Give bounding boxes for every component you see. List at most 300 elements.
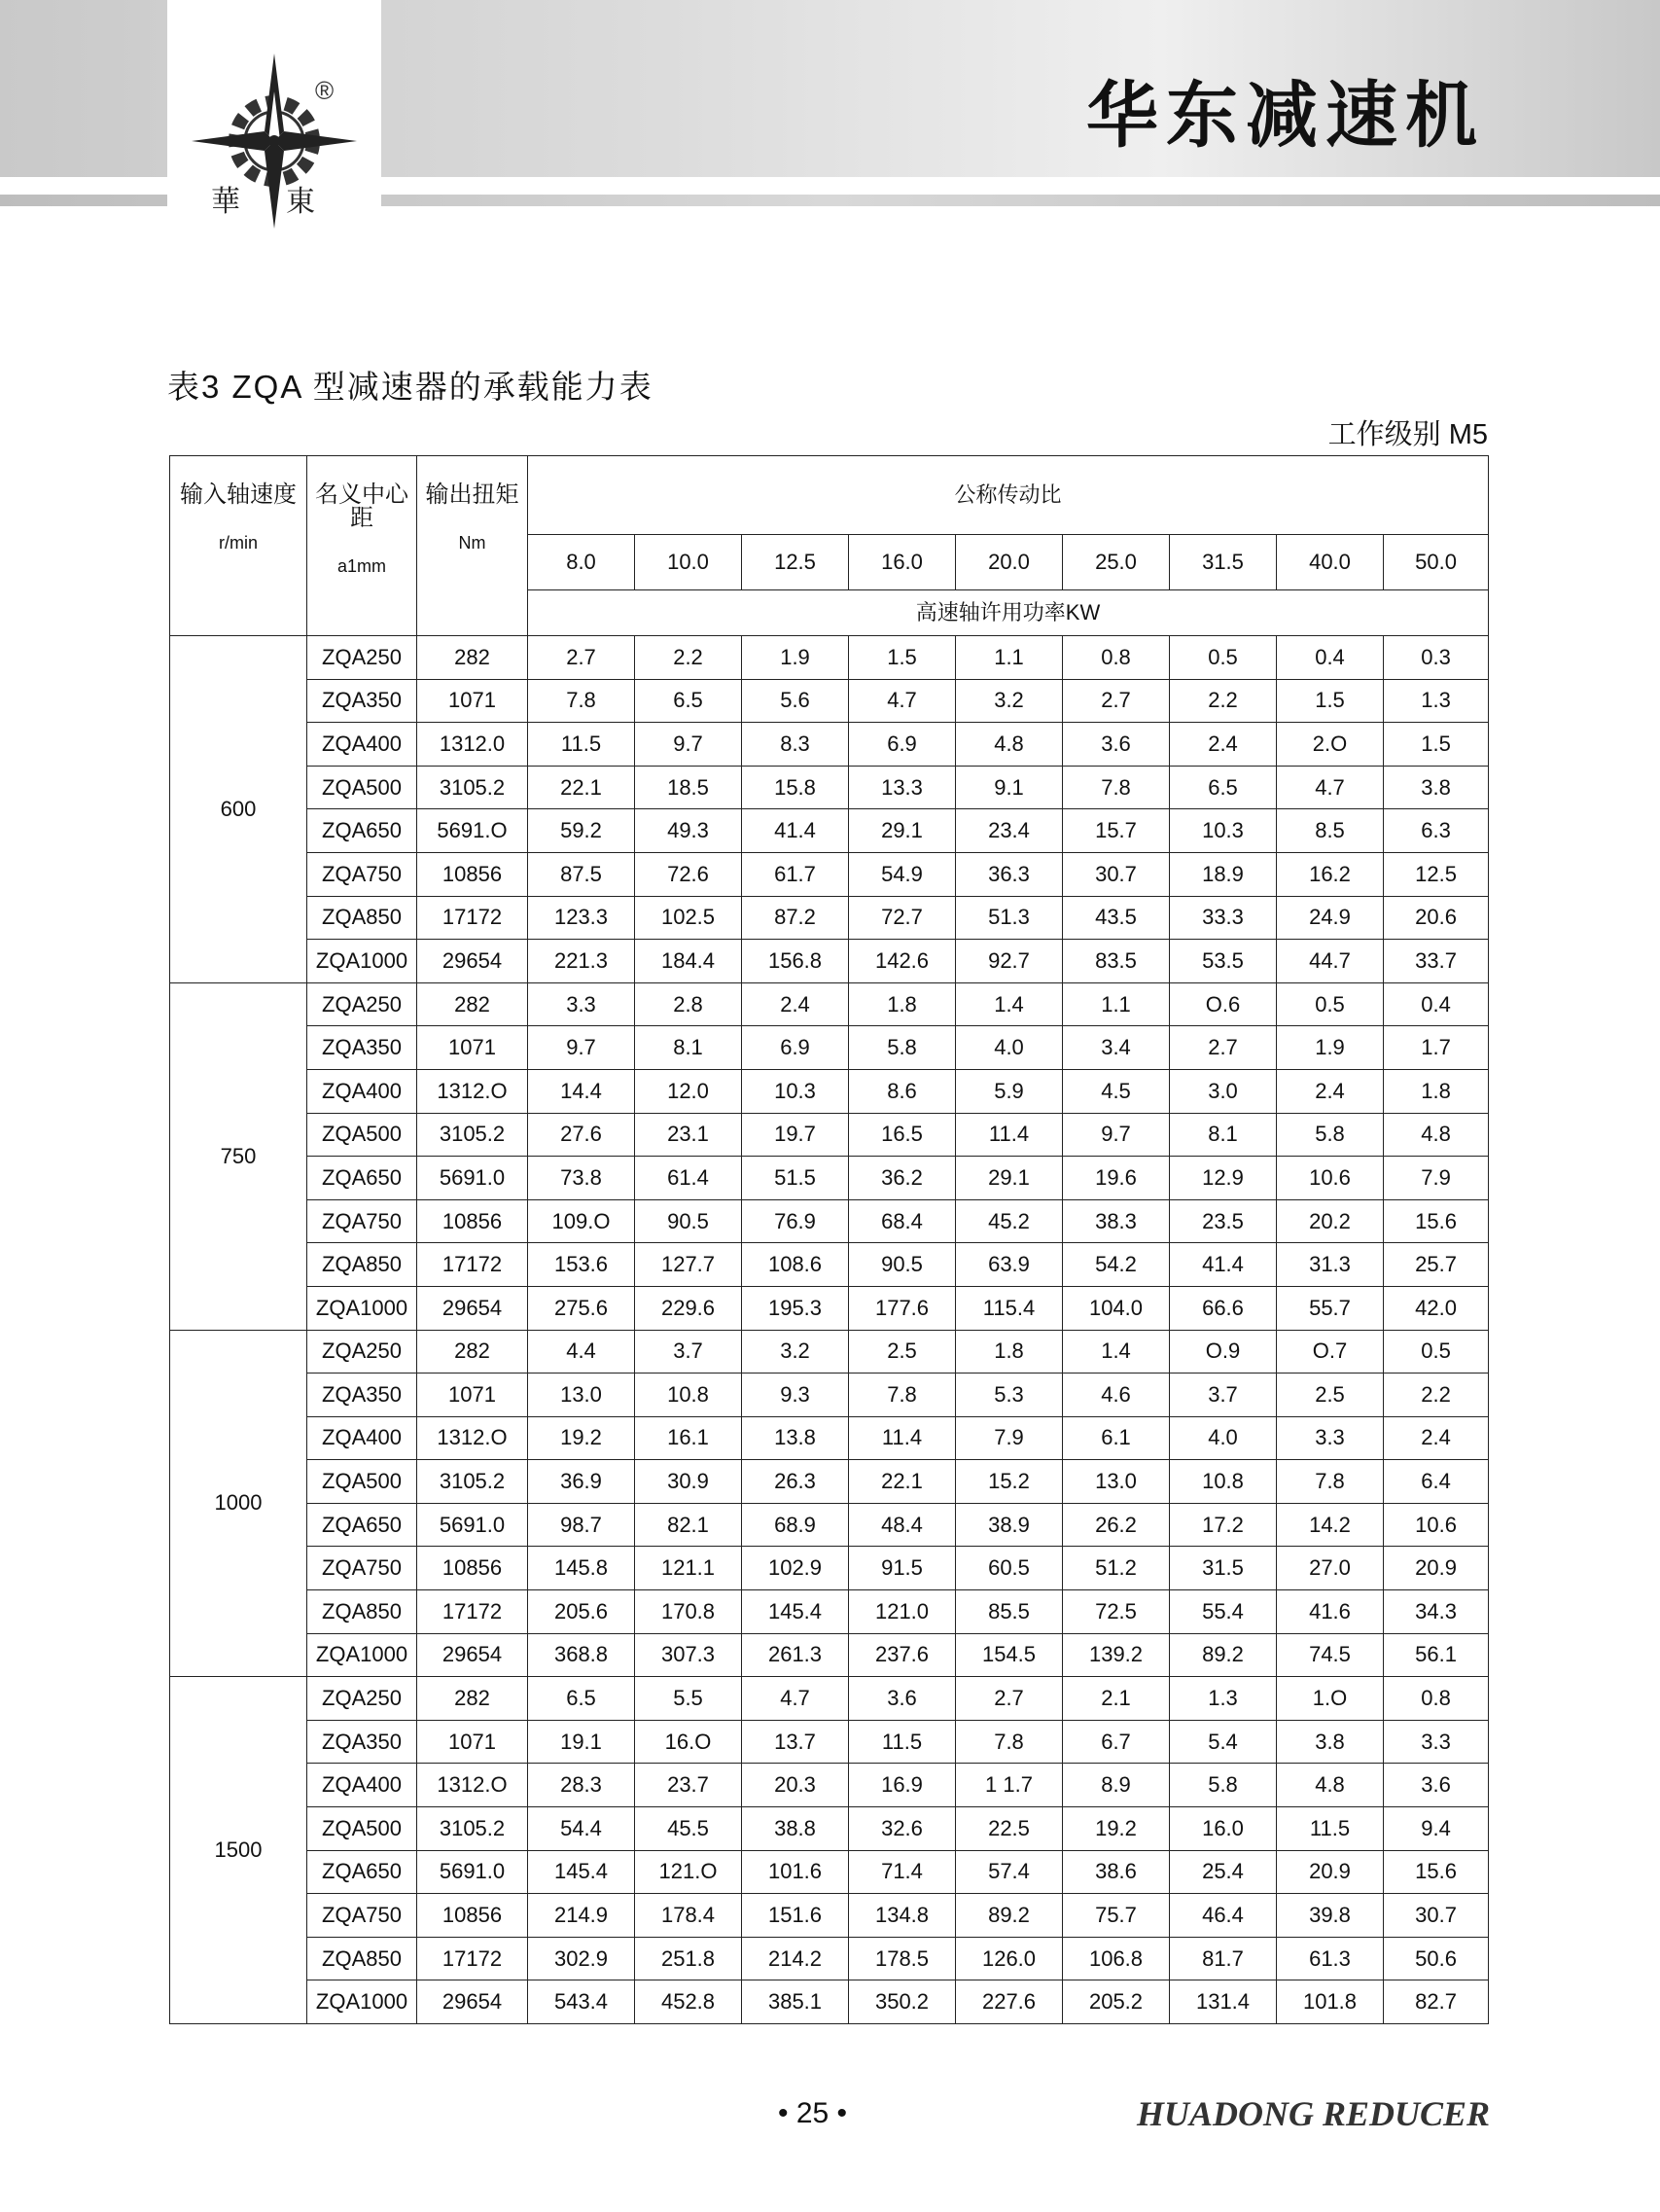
power-cell: 7.8 [1063,766,1170,809]
power-cell: 54.4 [528,1807,635,1851]
power-cell: 1.8 [956,1330,1063,1374]
power-cell: 61.3 [1277,1937,1384,1980]
power-cell: 17.2 [1170,1503,1277,1547]
power-cell: 72.5 [1063,1590,1170,1634]
power-cell: 36.2 [849,1157,956,1200]
power-cell: 214.9 [528,1894,635,1938]
ratio-value: 20.0 [956,535,1063,590]
torque-cell: 29654 [417,1980,528,2024]
power-cell: 0.5 [1384,1330,1489,1374]
torque-cell: 5691.0 [417,1503,528,1547]
power-cell: O.9 [1170,1330,1277,1374]
power-cell: 43.5 [1063,896,1170,940]
power-cell: 178.5 [849,1937,956,1980]
model-cell: ZQA650 [307,1157,417,1200]
speed-cell: 750 [170,982,307,1330]
logo-char-dong: 東 [286,185,315,219]
power-cell: 54.2 [1063,1243,1170,1287]
power-cell: 2.4 [1277,1069,1384,1113]
model-cell: ZQA1000 [307,1980,417,2024]
power-cell: 9.3 [742,1374,849,1417]
power-cell: 89.2 [1170,1633,1277,1677]
power-cell: 154.5 [956,1633,1063,1677]
power-cell: 6.7 [1063,1720,1170,1764]
power-cell: 1.4 [956,982,1063,1026]
model-cell: ZQA650 [307,1850,417,1894]
power-cell: 16.0 [1170,1807,1277,1851]
power-cell: 50.6 [1384,1937,1489,1980]
power-cell: 57.4 [956,1850,1063,1894]
power-cell: 2.1 [1063,1677,1170,1721]
power-cell: 23.4 [956,809,1063,853]
model-cell: ZQA750 [307,1199,417,1243]
power-cell: 261.3 [742,1633,849,1677]
power-cell: 177.6 [849,1286,956,1330]
power-cell: 1.9 [742,636,849,680]
table-row [170,982,1489,1026]
model-cell: ZQA250 [307,1330,417,1374]
torque-cell: 282 [417,636,528,680]
power-cell: 31.3 [1277,1243,1384,1287]
power-cell: 92.7 [956,940,1063,983]
power-cell: 49.3 [635,809,742,853]
power-cell: 22.5 [956,1807,1063,1851]
power-cell: 2.2 [635,636,742,680]
power-cell: 34.3 [1384,1590,1489,1634]
power-cell: 5.6 [742,679,849,723]
table-row [170,1720,1489,1764]
power-cell: 41.4 [742,809,849,853]
power-cell: 3.7 [1170,1374,1277,1417]
power-cell: 139.2 [1063,1633,1170,1677]
power-cell: 38.6 [1063,1850,1170,1894]
table-row [170,1850,1489,1894]
power-cell: 4.8 [956,723,1063,767]
table-row [170,1416,1489,1460]
torque-cell: 29654 [417,1286,528,1330]
power-cell: 302.9 [528,1937,635,1980]
power-cell: 142.6 [849,940,956,983]
model-cell: ZQA250 [307,982,417,1026]
power-cell: 8.9 [1063,1764,1170,1807]
power-cell: 5.3 [956,1374,1063,1417]
power-cell: 19.2 [1063,1807,1170,1851]
torque-cell: 3105.2 [417,1113,528,1157]
power-cell: 48.4 [849,1503,956,1547]
power-cell: 2.4 [1384,1416,1489,1460]
table-row [170,1633,1489,1677]
model-cell: ZQA850 [307,1243,417,1287]
power-cell: 6.5 [528,1677,635,1721]
power-cell: 4.8 [1277,1764,1384,1807]
torque-cell: 3105.2 [417,1460,528,1504]
power-cell: 55.4 [1170,1590,1277,1634]
torque-cell: 1071 [417,1026,528,1070]
power-cell: 10.6 [1384,1503,1489,1547]
power-cell: 16.5 [849,1113,956,1157]
power-cell: 13.7 [742,1720,849,1764]
torque-cell: 1071 [417,1374,528,1417]
power-cell: 102.5 [635,896,742,940]
power-cell: 68.9 [742,1503,849,1547]
power-cell: 195.3 [742,1286,849,1330]
power-cell: 9.7 [528,1026,635,1070]
power-cell: 6.9 [742,1026,849,1070]
power-cell: 11.4 [849,1416,956,1460]
power-cell: 6.4 [1384,1460,1489,1504]
power-cell: 13.0 [528,1374,635,1417]
power-cell: 38.9 [956,1503,1063,1547]
power-cell: 3.7 [635,1330,742,1374]
power-cell: 24.9 [1277,896,1384,940]
power-cell: 104.0 [1063,1286,1170,1330]
torque-cell: 1312.0 [417,723,528,767]
table-row [170,1547,1489,1590]
power-cell: 121.1 [635,1547,742,1590]
power-cell: 4.7 [1277,766,1384,809]
power-cell: 23.7 [635,1764,742,1807]
power-cell: 36.9 [528,1460,635,1504]
power-cell: 0.3 [1384,636,1489,680]
ratio-value: 16.0 [849,535,956,590]
power-cell: 2.5 [849,1330,956,1374]
power-cell: 16.2 [1277,852,1384,896]
power-cell: 33.3 [1170,896,1277,940]
power-cell: 385.1 [742,1980,849,2024]
power-cell: 145.8 [528,1547,635,1590]
power-cell: 4.6 [1063,1374,1170,1417]
table-row [170,766,1489,809]
power-cell: 12.9 [1170,1157,1277,1200]
table-row [170,1807,1489,1851]
torque-cell: 29654 [417,940,528,983]
power-cell: 13.8 [742,1416,849,1460]
power-cell: 3.6 [1384,1764,1489,1807]
power-cell: 28.3 [528,1764,635,1807]
power-cell: O.6 [1170,982,1277,1026]
model-cell: ZQA850 [307,1590,417,1634]
ratio-value: 31.5 [1170,535,1277,590]
power-cell: 36.3 [956,852,1063,896]
power-cell: 1 1.7 [956,1764,1063,1807]
power-cell: 29.1 [956,1157,1063,1200]
power-cell: 32.6 [849,1807,956,1851]
table-row [170,896,1489,940]
power-cell: 7.9 [956,1416,1063,1460]
power-cell: 7.8 [849,1374,956,1417]
power-cell: 4.7 [849,679,956,723]
power-cell: 2.O [1277,723,1384,767]
table-row [170,1677,1489,1721]
torque-cell: 1312.O [417,1416,528,1460]
table-row [170,1503,1489,1547]
power-cell: 1.7 [1384,1026,1489,1070]
power-cell: 8.6 [849,1069,956,1113]
model-cell: ZQA400 [307,1069,417,1113]
power-cell: 2.7 [956,1677,1063,1721]
power-cell: 11.5 [849,1720,956,1764]
power-cell: 237.6 [849,1633,956,1677]
model-cell: ZQA1000 [307,1286,417,1330]
model-cell: ZQA1000 [307,940,417,983]
torque-cell: 282 [417,1330,528,1374]
torque-cell: 282 [417,1677,528,1721]
table-row [170,1937,1489,1980]
power-cell: 60.5 [956,1547,1063,1590]
torque-cell: 17172 [417,896,528,940]
power-cell: 1.8 [849,982,956,1026]
power-cell: 127.7 [635,1243,742,1287]
power-cell: 15.8 [742,766,849,809]
power-cell: 4.0 [956,1026,1063,1070]
table-row [170,1286,1489,1330]
power-cell: 221.3 [528,940,635,983]
power-cell: 15.7 [1063,809,1170,853]
speed-cell: 600 [170,636,307,983]
torque-cell: 10856 [417,852,528,896]
power-cell: 53.5 [1170,940,1277,983]
power-cell: 131.4 [1170,1980,1277,2024]
power-cell: 87.5 [528,852,635,896]
ratio-value: 50.0 [1384,535,1489,590]
power-cell: 1.O [1277,1677,1384,1721]
torque-cell: 1071 [417,679,528,723]
power-cell: 170.8 [635,1590,742,1634]
table-row [170,723,1489,767]
power-cell: 85.5 [956,1590,1063,1634]
torque-cell: 1071 [417,1720,528,1764]
ratio-value: 25.0 [1063,535,1170,590]
power-cell: 3.2 [742,1330,849,1374]
power-cell: 8.3 [742,723,849,767]
power-cell: 101.6 [742,1850,849,1894]
table-row [170,1069,1489,1113]
power-cell: 74.5 [1277,1633,1384,1677]
model-cell: ZQA350 [307,1374,417,1417]
col-center-header: 名义中心距 a1mm [307,456,417,636]
power-cell: 30.9 [635,1460,742,1504]
power-cell: 73.8 [528,1157,635,1200]
power-cell: 178.4 [635,1894,742,1938]
power-cell: 5.8 [1170,1764,1277,1807]
footer-brand: HUADONG REDUCER [1136,2094,1490,2133]
power-cell: 30.7 [1063,852,1170,896]
torque-cell: 17172 [417,1937,528,1980]
torque-cell: 5691.0 [417,1850,528,1894]
torque-cell: 1312.O [417,1069,528,1113]
power-cell: 14.2 [1277,1503,1384,1547]
power-cell: 14.4 [528,1069,635,1113]
speed-cell: 1000 [170,1330,307,1677]
power-cell: 3.6 [1063,723,1170,767]
table-row [170,1764,1489,1807]
power-cell: 227.6 [956,1980,1063,2024]
ratio-value: 10.0 [635,535,742,590]
power-cell: 4.4 [528,1330,635,1374]
model-cell: ZQA350 [307,1720,417,1764]
power-cell: 1.5 [849,636,956,680]
power-cell: 20.9 [1277,1850,1384,1894]
power-cell: 452.8 [635,1980,742,2024]
power-cell: 81.7 [1170,1937,1277,1980]
model-cell: ZQA850 [307,1937,417,1980]
power-cell: 10.8 [635,1374,742,1417]
table-row [170,1460,1489,1504]
power-cell: 27.6 [528,1113,635,1157]
power-cell: 56.1 [1384,1633,1489,1677]
table-row [170,1374,1489,1417]
power-cell: 1.1 [1063,982,1170,1026]
torque-cell: 10856 [417,1547,528,1590]
power-cell: 23.1 [635,1113,742,1157]
registered-mark: ® [315,76,335,105]
power-cell: 20.2 [1277,1199,1384,1243]
power-cell: 0.4 [1384,982,1489,1026]
power-cell: 3.0 [1170,1069,1277,1113]
power-cell: 214.2 [742,1937,849,1980]
torque-cell: 3105.2 [417,1807,528,1851]
power-cell: 115.4 [956,1286,1063,1330]
power-cell: 44.7 [1277,940,1384,983]
model-cell: ZQA750 [307,1894,417,1938]
power-cell: 1.3 [1384,679,1489,723]
power-cell: 7.8 [956,1720,1063,1764]
power-cell: 89.2 [956,1894,1063,1938]
power-cell: 2.4 [1170,723,1277,767]
power-cell: 121.O [635,1850,742,1894]
power-cell: 6.5 [1170,766,1277,809]
power-cell: 87.2 [742,896,849,940]
power-cell: 29.1 [849,809,956,853]
torque-cell: 10856 [417,1199,528,1243]
power-cell: 83.5 [1063,940,1170,983]
power-cell: 123.3 [528,896,635,940]
model-cell: ZQA500 [307,766,417,809]
page-number: • 25 • [778,2097,848,2129]
power-cell: 156.8 [742,940,849,983]
power-cell: 61.4 [635,1157,742,1200]
model-cell: ZQA500 [307,1460,417,1504]
power-cell: 42.0 [1384,1286,1489,1330]
power-cell: 51.3 [956,896,1063,940]
table-row [170,1026,1489,1070]
power-cell: 11.5 [1277,1807,1384,1851]
power-cell: 307.3 [635,1633,742,1677]
power-cell: 134.8 [849,1894,956,1938]
power-cell: 26.2 [1063,1503,1170,1547]
power-cell: 5.9 [956,1069,1063,1113]
power-cell: 108.6 [742,1243,849,1287]
torque-cell: 5691.0 [417,1157,528,1200]
power-cell: 39.8 [1277,1894,1384,1938]
col-torque-header: 输出扭矩 Nm [417,456,528,636]
power-cell: 3.3 [528,982,635,1026]
model-cell: ZQA850 [307,896,417,940]
power-cell: 101.8 [1277,1980,1384,2024]
table-row [170,1894,1489,1938]
model-cell: ZQA650 [307,809,417,853]
power-cell: 3.3 [1277,1416,1384,1460]
power-cell: 15.6 [1384,1199,1489,1243]
torque-cell: 17172 [417,1243,528,1287]
power-cell: 9.7 [635,723,742,767]
power-cell: 251.8 [635,1937,742,1980]
power-cell: 5.4 [1170,1720,1277,1764]
brand-title: 华东减速机 [1086,74,1485,158]
power-cell: 55.7 [1277,1286,1384,1330]
work-grade: 工作级别 M5 [1327,419,1488,450]
power-cell: 2.7 [1063,679,1170,723]
power-cell: 126.0 [956,1937,1063,1980]
power-cell: 5.8 [1277,1113,1384,1157]
torque-cell: 3105.2 [417,766,528,809]
power-cell: 2.8 [635,982,742,1026]
power-cell: 6.3 [1384,809,1489,853]
power-cell: 2.5 [1277,1374,1384,1417]
torque-cell: 1312.O [417,1764,528,1807]
table-row [170,679,1489,723]
power-cell: 3.8 [1277,1720,1384,1764]
power-cell: 3.2 [956,679,1063,723]
power-cell: 38.3 [1063,1199,1170,1243]
power-cell: 3.3 [1384,1720,1489,1764]
power-cell: 76.9 [742,1199,849,1243]
power-cell: 275.6 [528,1286,635,1330]
power-cell: 7.8 [1277,1460,1384,1504]
power-cell: 8.1 [635,1026,742,1070]
table-title: 表3 ZQA 型减速器的承载能力表 [167,369,653,405]
torque-cell: 17172 [417,1590,528,1634]
power-cell: 18.9 [1170,852,1277,896]
model-cell: ZQA750 [307,1547,417,1590]
table-row [170,1980,1489,2024]
model-cell: ZQA1000 [307,1633,417,1677]
model-cell: ZQA400 [307,723,417,767]
model-cell: ZQA500 [307,1807,417,1851]
model-cell: ZQA350 [307,679,417,723]
power-cell: 5.8 [849,1026,956,1070]
ratio-value: 12.5 [742,535,849,590]
power-cell: 61.7 [742,852,849,896]
power-cell: 1.9 [1277,1026,1384,1070]
power-cell: 66.6 [1170,1286,1277,1330]
power-cell: 22.1 [528,766,635,809]
power-cell: 31.5 [1170,1547,1277,1590]
power-cell: 25.7 [1384,1243,1489,1287]
power-cell: 82.7 [1384,1980,1489,2024]
power-cell: 1.8 [1384,1069,1489,1113]
power-cell: 18.5 [635,766,742,809]
ratio-value: 8.0 [528,535,635,590]
power-cell: 72.7 [849,896,956,940]
power-cell: 3.8 [1384,766,1489,809]
power-cell: 30.7 [1384,1894,1489,1938]
model-cell: ZQA650 [307,1503,417,1547]
power-cell: 75.7 [1063,1894,1170,1938]
ratio-title: 公称传动比 [528,456,1489,535]
power-cell: 8.1 [1170,1113,1277,1157]
power-cell: 2.2 [1384,1374,1489,1417]
power-cell: 106.8 [1063,1937,1170,1980]
model-cell: ZQA250 [307,1677,417,1721]
power-cell: 0.4 [1277,636,1384,680]
power-cell: 205.6 [528,1590,635,1634]
power-cell: 3.6 [849,1677,956,1721]
power-cell: 0.8 [1063,636,1170,680]
power-cell: 8.5 [1277,809,1384,853]
model-cell: ZQA250 [307,636,417,680]
table-row [170,1330,1489,1374]
